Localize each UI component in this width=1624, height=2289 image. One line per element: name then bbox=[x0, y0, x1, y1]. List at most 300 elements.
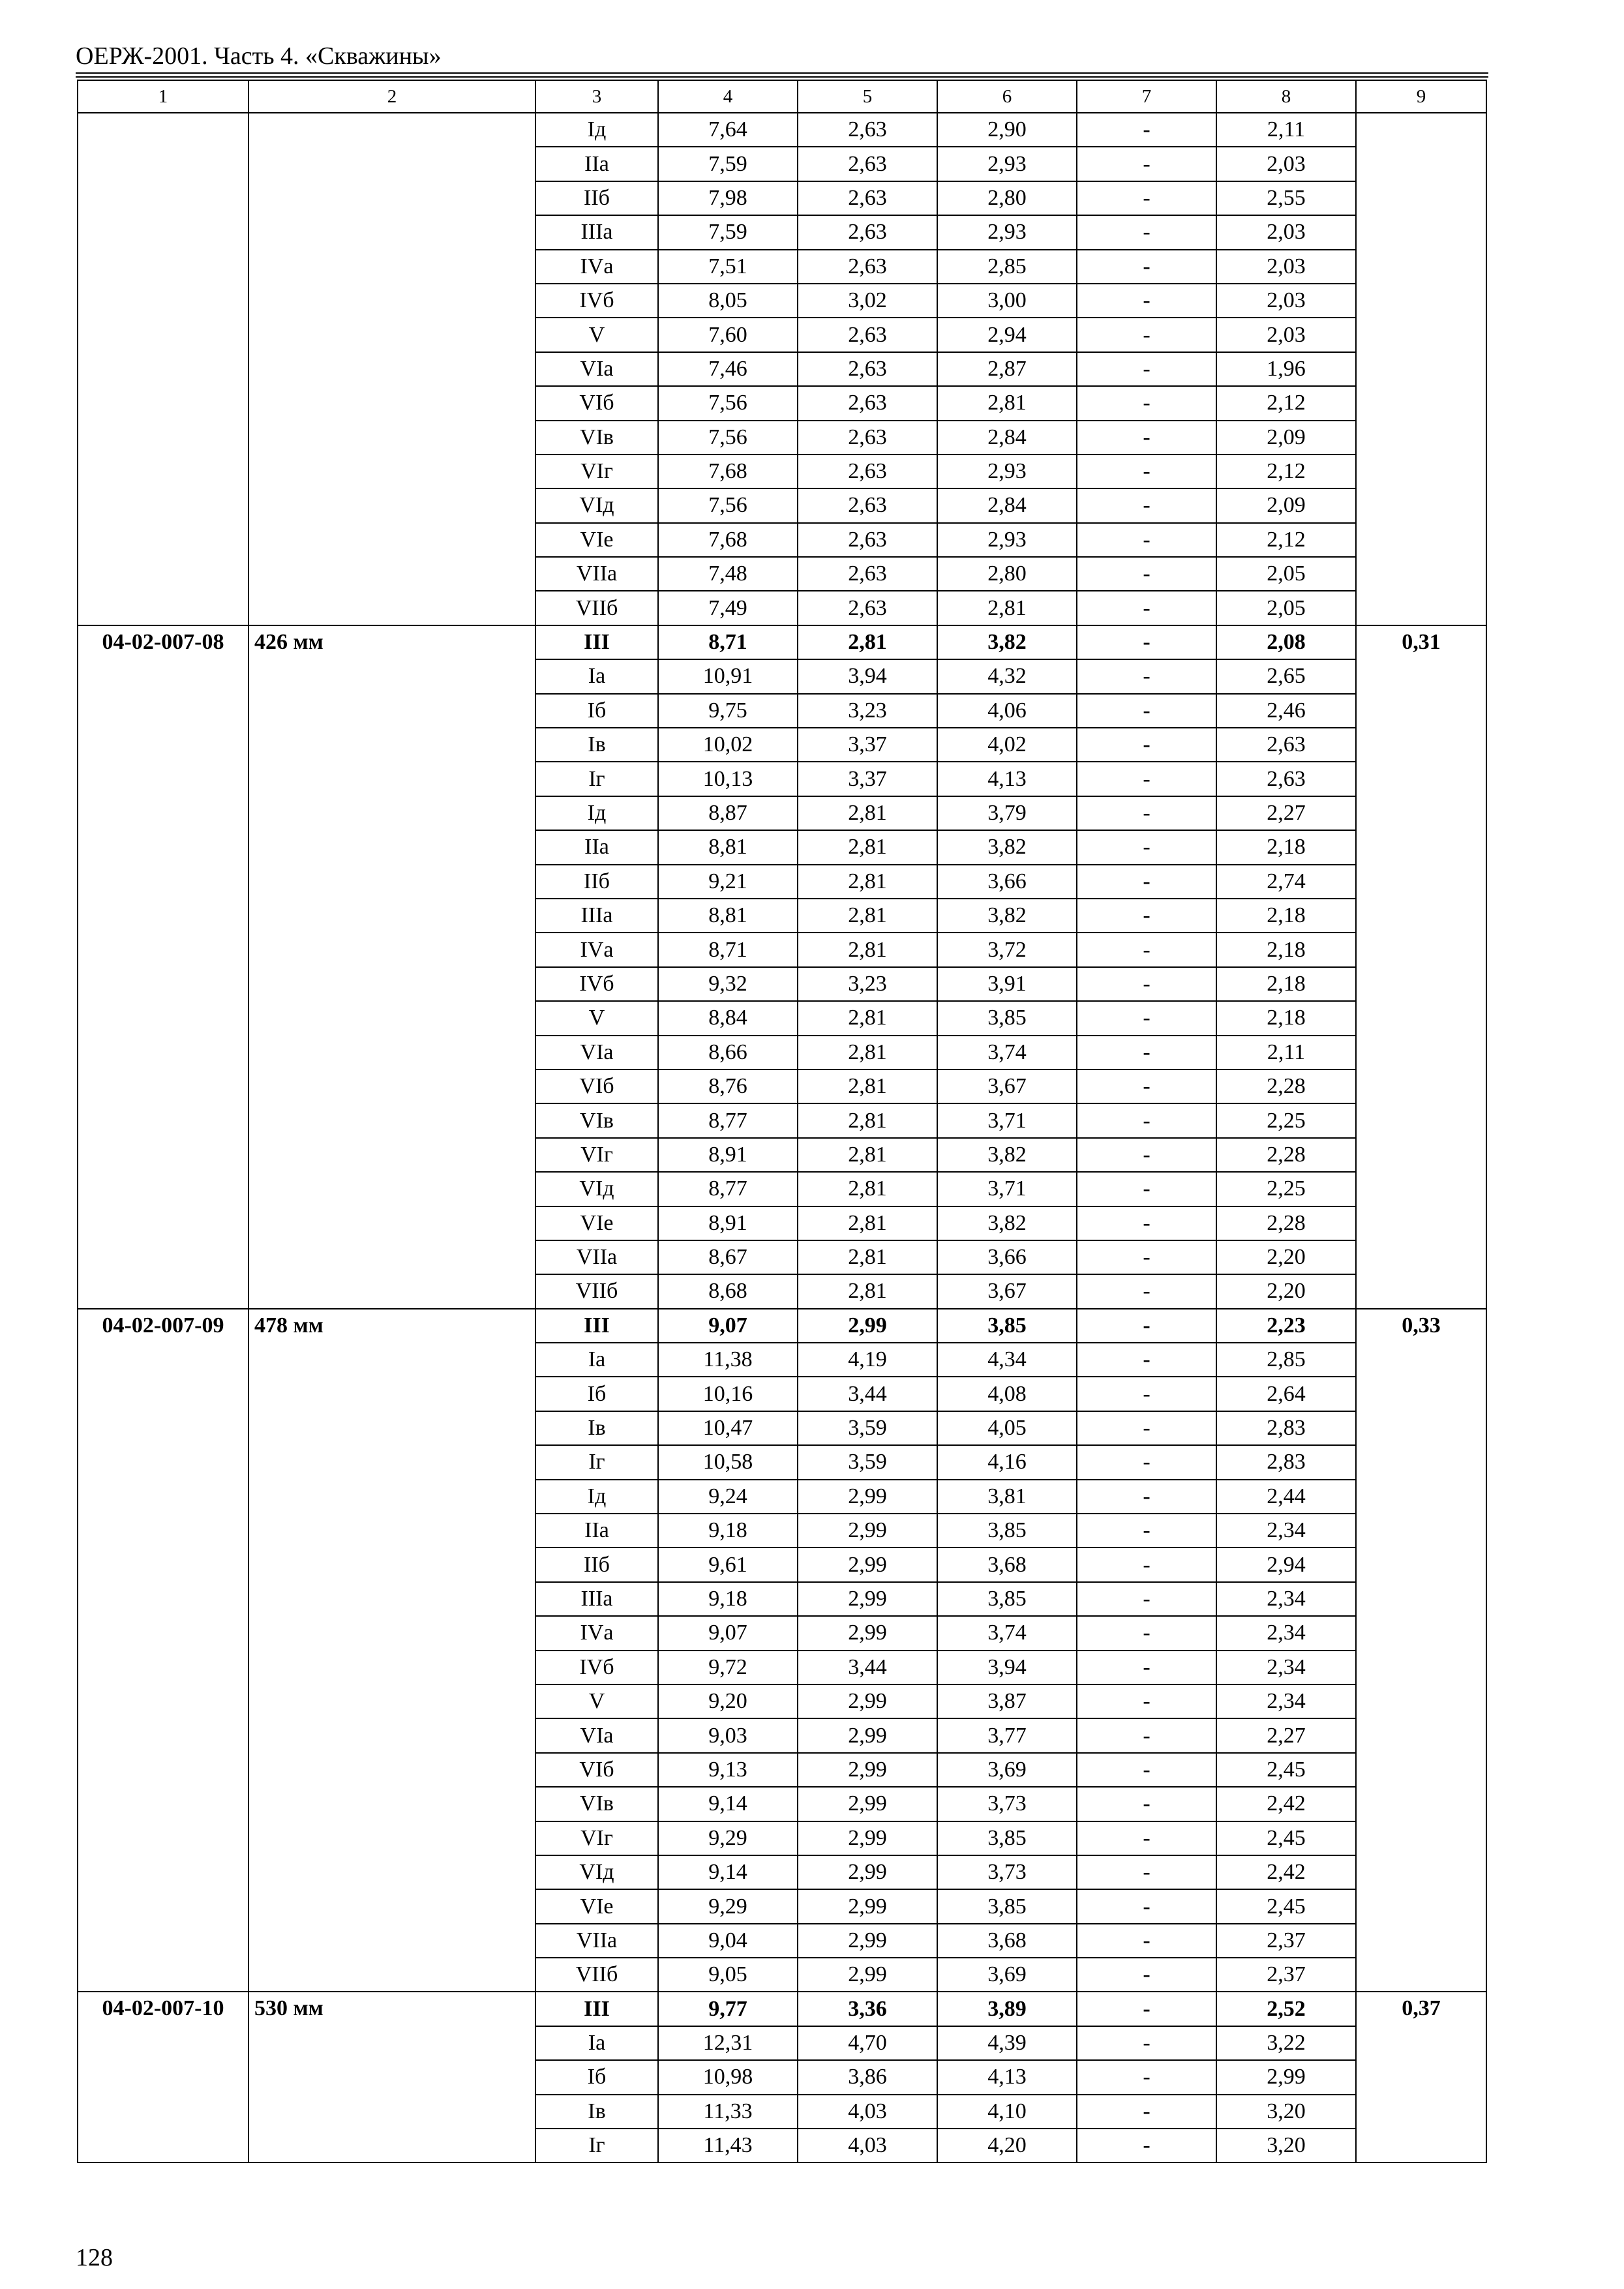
category-cell: VIб bbox=[535, 1070, 658, 1103]
value-col8-cell: 3,20 bbox=[1216, 2129, 1356, 2162]
category-cell: VIе bbox=[535, 1889, 658, 1923]
value-col8-cell: 2,65 bbox=[1216, 659, 1356, 693]
header-rule bbox=[76, 72, 1488, 74]
value-col4-cell: 7,51 bbox=[658, 250, 798, 284]
value-col7-cell: - bbox=[1077, 591, 1216, 625]
value-col6-cell: 2,80 bbox=[937, 557, 1077, 591]
category-cell: IIб bbox=[535, 1548, 658, 1581]
value-col4-cell: 10,58 bbox=[658, 1445, 798, 1479]
value-col8-cell: 2,03 bbox=[1216, 215, 1356, 249]
value-col5-cell: 2,81 bbox=[798, 899, 937, 933]
value-col7-cell: - bbox=[1077, 1103, 1216, 1137]
column-number-row bbox=[78, 80, 1486, 113]
value-col8-cell: 2,03 bbox=[1216, 147, 1356, 181]
value-col7-cell: - bbox=[1077, 352, 1216, 386]
value-col7-cell: - bbox=[1077, 1445, 1216, 1479]
value-col6-cell: 3,85 bbox=[937, 1514, 1077, 1548]
value-col8-cell: 2,34 bbox=[1216, 1616, 1356, 1650]
value-col5-cell: 3,94 bbox=[798, 659, 937, 693]
value-col7-cell: - bbox=[1077, 181, 1216, 215]
value-col8-cell: 2,09 bbox=[1216, 488, 1356, 522]
value-col6-cell: 3,82 bbox=[937, 1138, 1077, 1172]
value-col7-cell: - bbox=[1077, 1070, 1216, 1103]
value-col6-cell: 3,87 bbox=[937, 1684, 1077, 1718]
value-col6-cell: 3,85 bbox=[937, 1889, 1077, 1923]
value-col4-cell: 11,38 bbox=[658, 1343, 798, 1377]
value-col7-cell: - bbox=[1077, 967, 1216, 1001]
value-col4-cell: 10,47 bbox=[658, 1411, 798, 1445]
value-col7-cell: - bbox=[1077, 113, 1216, 147]
category-cell: Iб bbox=[535, 1377, 658, 1411]
category-cell: IIIа bbox=[535, 899, 658, 933]
value-col8-cell: 2,34 bbox=[1216, 1582, 1356, 1616]
value-col5-cell: 2,99 bbox=[798, 1514, 937, 1548]
value-col5-cell: 2,99 bbox=[798, 1582, 937, 1616]
value-col8-cell: 2,09 bbox=[1216, 421, 1356, 455]
value-col5-cell: 2,81 bbox=[798, 933, 937, 966]
value-col8-cell: 2,37 bbox=[1216, 1924, 1356, 1958]
value-col8-cell: 2,25 bbox=[1216, 1103, 1356, 1137]
value-col7-cell: - bbox=[1077, 1411, 1216, 1445]
value-col5-cell: 3,23 bbox=[798, 967, 937, 1001]
value-col5-cell: 2,81 bbox=[798, 1274, 937, 1308]
value-col7-cell: - bbox=[1077, 488, 1216, 522]
value-col5-cell: 2,99 bbox=[798, 1855, 937, 1889]
value-col8-cell: 2,63 bbox=[1216, 762, 1356, 796]
value-col4-cell: 8,77 bbox=[658, 1172, 798, 1206]
value-col5-cell: 3,44 bbox=[798, 1377, 937, 1411]
value-col4-cell: 7,68 bbox=[658, 523, 798, 557]
value-col6-cell: 3,71 bbox=[937, 1172, 1077, 1206]
value-col7-cell: - bbox=[1077, 2095, 1216, 2129]
value-col8-cell: 2,45 bbox=[1216, 1821, 1356, 1855]
value-col7-cell: - bbox=[1077, 933, 1216, 966]
column-number-cell: 2 bbox=[248, 80, 535, 113]
value-col7-cell: - bbox=[1077, 386, 1216, 420]
category-cell: IVб bbox=[535, 1651, 658, 1684]
value-col4-cell: 7,98 bbox=[658, 181, 798, 215]
value-col6-cell: 4,02 bbox=[937, 728, 1077, 762]
table-row-main bbox=[78, 1309, 1486, 1343]
category-cell: III bbox=[535, 1309, 658, 1343]
category-cell: Iа bbox=[535, 2026, 658, 2060]
value-col8-cell: 2,18 bbox=[1216, 967, 1356, 1001]
value-col4-cell: 8,71 bbox=[658, 933, 798, 966]
category-cell: Iг bbox=[535, 1445, 658, 1479]
value-col8-cell: 2,18 bbox=[1216, 1001, 1356, 1035]
table-row bbox=[78, 113, 1486, 147]
category-cell: IVа bbox=[535, 933, 658, 966]
value-col7-cell: - bbox=[1077, 625, 1216, 659]
value-col5-cell: 2,99 bbox=[798, 1889, 937, 1923]
value-col8-cell: 2,23 bbox=[1216, 1309, 1356, 1343]
category-cell: Iа bbox=[535, 659, 658, 693]
value-col4-cell: 8,66 bbox=[658, 1036, 798, 1070]
value-col4-cell: 9,72 bbox=[658, 1651, 798, 1684]
value-col4-cell: 9,18 bbox=[658, 1514, 798, 1548]
value-col7-cell: - bbox=[1077, 1855, 1216, 1889]
value-col8-cell: 2,20 bbox=[1216, 1240, 1356, 1274]
value-col8-cell: 2,03 bbox=[1216, 318, 1356, 352]
value-col7-cell: - bbox=[1077, 455, 1216, 488]
value-col7-cell: - bbox=[1077, 1684, 1216, 1718]
category-cell: Iд bbox=[535, 1480, 658, 1514]
category-cell: VIIа bbox=[535, 1924, 658, 1958]
value-col4-cell: 9,21 bbox=[658, 865, 798, 899]
value-col6-cell: 4,39 bbox=[937, 2026, 1077, 2060]
value-col6-cell: 3,89 bbox=[937, 1992, 1077, 2026]
value-col7-cell: - bbox=[1077, 147, 1216, 181]
value-col5-cell: 3,36 bbox=[798, 1992, 937, 2026]
value-col8-cell: 2,74 bbox=[1216, 865, 1356, 899]
value-col5-cell: 2,81 bbox=[798, 1001, 937, 1035]
category-cell: VIг bbox=[535, 1821, 658, 1855]
value-col7-cell: - bbox=[1077, 284, 1216, 318]
value-col4-cell: 8,91 bbox=[658, 1206, 798, 1240]
category-cell: Iв bbox=[535, 1411, 658, 1445]
value-col7-cell: - bbox=[1077, 1138, 1216, 1172]
value-col6-cell: 4,13 bbox=[937, 762, 1077, 796]
category-cell: IIб bbox=[535, 181, 658, 215]
value-col8-cell: 2,25 bbox=[1216, 1172, 1356, 1206]
category-cell: Iа bbox=[535, 1343, 658, 1377]
category-cell: Iд bbox=[535, 113, 658, 147]
value-col8-cell: 2,27 bbox=[1216, 1718, 1356, 1752]
value-col8-cell: 2,45 bbox=[1216, 1753, 1356, 1787]
value-col7-cell: - bbox=[1077, 1958, 1216, 1992]
category-cell: VIв bbox=[535, 421, 658, 455]
value-col6-cell: 2,94 bbox=[937, 318, 1077, 352]
value-col4-cell: 10,91 bbox=[658, 659, 798, 693]
value-col8-cell: 2,63 bbox=[1216, 728, 1356, 762]
table-body bbox=[78, 80, 1486, 2162]
value-col5-cell: 2,99 bbox=[798, 1548, 937, 1581]
value-col7-cell: - bbox=[1077, 1172, 1216, 1206]
value-col4-cell: 9,20 bbox=[658, 1684, 798, 1718]
value-col6-cell: 3,85 bbox=[937, 1582, 1077, 1616]
coefficient-cell: 0,37 bbox=[1356, 1992, 1486, 2162]
value-col6-cell: 3,00 bbox=[937, 284, 1077, 318]
value-col6-cell: 3,68 bbox=[937, 1548, 1077, 1581]
value-col4-cell: 7,68 bbox=[658, 455, 798, 488]
rate-code-cell bbox=[78, 113, 248, 625]
value-col5-cell: 2,63 bbox=[798, 215, 937, 249]
value-col7-cell: - bbox=[1077, 1514, 1216, 1548]
value-col4-cell: 10,16 bbox=[658, 1377, 798, 1411]
value-col6-cell: 4,13 bbox=[937, 2060, 1077, 2094]
value-col5-cell: 2,63 bbox=[798, 591, 937, 625]
category-cell: VIв bbox=[535, 1787, 658, 1821]
value-col5-cell: 2,99 bbox=[798, 1821, 937, 1855]
category-cell: IVа bbox=[535, 250, 658, 284]
value-col6-cell: 3,85 bbox=[937, 1309, 1077, 1343]
value-col5-cell: 2,63 bbox=[798, 523, 937, 557]
value-col5-cell: 2,63 bbox=[798, 318, 937, 352]
value-col4-cell: 7,49 bbox=[658, 591, 798, 625]
category-cell: VIа bbox=[535, 352, 658, 386]
value-col7-cell: - bbox=[1077, 215, 1216, 249]
value-col7-cell: - bbox=[1077, 762, 1216, 796]
value-col6-cell: 4,20 bbox=[937, 2129, 1077, 2162]
value-col6-cell: 3,82 bbox=[937, 830, 1077, 864]
value-col8-cell: 2,28 bbox=[1216, 1070, 1356, 1103]
value-col6-cell: 3,82 bbox=[937, 899, 1077, 933]
value-col5-cell: 3,59 bbox=[798, 1445, 937, 1479]
value-col5-cell: 3,59 bbox=[798, 1411, 937, 1445]
value-col6-cell: 3,66 bbox=[937, 1240, 1077, 1274]
category-cell: VIд bbox=[535, 488, 658, 522]
value-col7-cell: - bbox=[1077, 1821, 1216, 1855]
coefficient-cell: 0,31 bbox=[1356, 625, 1486, 1309]
value-col4-cell: 7,48 bbox=[658, 557, 798, 591]
value-col5-cell: 2,99 bbox=[798, 1480, 937, 1514]
value-col8-cell: 2,42 bbox=[1216, 1855, 1356, 1889]
value-col6-cell: 2,93 bbox=[937, 215, 1077, 249]
category-cell: VIе bbox=[535, 1206, 658, 1240]
category-cell: IIIа bbox=[535, 1582, 658, 1616]
value-col4-cell: 9,03 bbox=[658, 1718, 798, 1752]
value-col8-cell: 2,03 bbox=[1216, 284, 1356, 318]
value-col6-cell: 3,85 bbox=[937, 1001, 1077, 1035]
value-col4-cell: 9,07 bbox=[658, 1616, 798, 1650]
value-col4-cell: 7,59 bbox=[658, 215, 798, 249]
value-col5-cell: 3,37 bbox=[798, 762, 937, 796]
category-cell: Iв bbox=[535, 728, 658, 762]
value-col5-cell: 2,63 bbox=[798, 113, 937, 147]
category-cell: VIIа bbox=[535, 1240, 658, 1274]
value-col7-cell: - bbox=[1077, 1616, 1216, 1650]
value-col4-cell: 9,61 bbox=[658, 1548, 798, 1581]
category-cell: Iб bbox=[535, 2060, 658, 2094]
value-col4-cell: 11,43 bbox=[658, 2129, 798, 2162]
value-col8-cell: 2,64 bbox=[1216, 1377, 1356, 1411]
rate-code-cell: 04-02-007-10 bbox=[78, 1992, 248, 2162]
category-cell: III bbox=[535, 625, 658, 659]
value-col6-cell: 3,67 bbox=[937, 1274, 1077, 1308]
value-col5-cell: 2,63 bbox=[798, 181, 937, 215]
value-col8-cell: 2,83 bbox=[1216, 1411, 1356, 1445]
value-col8-cell: 2,28 bbox=[1216, 1206, 1356, 1240]
value-col6-cell: 2,81 bbox=[937, 386, 1077, 420]
value-col5-cell: 2,99 bbox=[798, 1753, 937, 1787]
value-col4-cell: 9,77 bbox=[658, 1992, 798, 2026]
category-cell: IIа bbox=[535, 1514, 658, 1548]
value-col6-cell: 2,81 bbox=[937, 591, 1077, 625]
value-col4-cell: 9,75 bbox=[658, 694, 798, 728]
value-col6-cell: 2,80 bbox=[937, 181, 1077, 215]
value-col5-cell: 2,99 bbox=[798, 1718, 937, 1752]
value-col4-cell: 8,81 bbox=[658, 830, 798, 864]
value-col4-cell: 7,64 bbox=[658, 113, 798, 147]
value-col6-cell: 4,32 bbox=[937, 659, 1077, 693]
value-col4-cell: 7,46 bbox=[658, 352, 798, 386]
value-col4-cell: 7,59 bbox=[658, 147, 798, 181]
value-col6-cell: 3,69 bbox=[937, 1958, 1077, 1992]
value-col8-cell: 2,12 bbox=[1216, 386, 1356, 420]
value-col6-cell: 3,85 bbox=[937, 1821, 1077, 1855]
category-cell: V bbox=[535, 318, 658, 352]
value-col8-cell: 2,03 bbox=[1216, 250, 1356, 284]
value-col6-cell: 2,93 bbox=[937, 147, 1077, 181]
value-col6-cell: 3,79 bbox=[937, 796, 1077, 830]
value-col6-cell: 2,90 bbox=[937, 113, 1077, 147]
value-col4-cell: 8,67 bbox=[658, 1240, 798, 1274]
diameter-cell: 426 мм bbox=[248, 625, 535, 1309]
value-col4-cell: 8,84 bbox=[658, 1001, 798, 1035]
value-col8-cell: 2,42 bbox=[1216, 1787, 1356, 1821]
value-col4-cell: 9,18 bbox=[658, 1582, 798, 1616]
value-col5-cell: 2,81 bbox=[798, 625, 937, 659]
value-col6-cell: 3,74 bbox=[937, 1036, 1077, 1070]
value-col7-cell: - bbox=[1077, 865, 1216, 899]
value-col4-cell: 10,98 bbox=[658, 2060, 798, 2094]
value-col8-cell: 2,18 bbox=[1216, 933, 1356, 966]
value-col7-cell: - bbox=[1077, 523, 1216, 557]
value-col8-cell: 2,44 bbox=[1216, 1480, 1356, 1514]
value-col4-cell: 9,29 bbox=[658, 1821, 798, 1855]
value-col6-cell: 3,74 bbox=[937, 1616, 1077, 1650]
category-cell: VIа bbox=[535, 1718, 658, 1752]
value-col7-cell: - bbox=[1077, 1309, 1216, 1343]
value-col8-cell: 2,11 bbox=[1216, 113, 1356, 147]
value-col8-cell: 2,34 bbox=[1216, 1651, 1356, 1684]
value-col7-cell: - bbox=[1077, 1924, 1216, 1958]
value-col6-cell: 2,84 bbox=[937, 488, 1077, 522]
value-col8-cell: 2,85 bbox=[1216, 1343, 1356, 1377]
value-col8-cell: 2,46 bbox=[1216, 694, 1356, 728]
running-header: ОЕРЖ-2001. Часть 4. «Скважины» bbox=[76, 42, 442, 70]
rates-table bbox=[77, 80, 1487, 2163]
value-col7-cell: - bbox=[1077, 1377, 1216, 1411]
value-col4-cell: 8,87 bbox=[658, 796, 798, 830]
value-col5-cell: 2,63 bbox=[798, 557, 937, 591]
value-col6-cell: 4,06 bbox=[937, 694, 1077, 728]
diameter-cell bbox=[248, 113, 535, 625]
value-col8-cell: 2,05 bbox=[1216, 557, 1356, 591]
table-row-main bbox=[78, 1992, 1486, 2026]
category-cell: VIв bbox=[535, 1103, 658, 1137]
rate-code-cell: 04-02-007-09 bbox=[78, 1309, 248, 1992]
value-col5-cell: 2,81 bbox=[798, 830, 937, 864]
value-col4-cell: 11,33 bbox=[658, 2095, 798, 2129]
value-col8-cell: 3,20 bbox=[1216, 2095, 1356, 2129]
value-col5-cell: 4,19 bbox=[798, 1343, 937, 1377]
category-cell: VIд bbox=[535, 1855, 658, 1889]
value-col8-cell: 1,96 bbox=[1216, 352, 1356, 386]
value-col8-cell: 2,55 bbox=[1216, 181, 1356, 215]
category-cell: IIб bbox=[535, 865, 658, 899]
value-col4-cell: 9,04 bbox=[658, 1924, 798, 1958]
value-col8-cell: 2,37 bbox=[1216, 1958, 1356, 1992]
value-col6-cell: 3,77 bbox=[937, 1718, 1077, 1752]
value-col5-cell: 2,99 bbox=[798, 1684, 937, 1718]
value-col5-cell: 2,81 bbox=[798, 1138, 937, 1172]
value-col7-cell: - bbox=[1077, 1582, 1216, 1616]
value-col7-cell: - bbox=[1077, 421, 1216, 455]
value-col5-cell: 2,99 bbox=[798, 1787, 937, 1821]
header-rule-double bbox=[76, 76, 1488, 78]
value-col7-cell: - bbox=[1077, 899, 1216, 933]
value-col8-cell: 3,22 bbox=[1216, 2026, 1356, 2060]
value-col5-cell: 2,63 bbox=[798, 455, 937, 488]
value-col6-cell: 3,82 bbox=[937, 1206, 1077, 1240]
column-number-cell: 1 bbox=[78, 80, 248, 113]
category-cell: IIа bbox=[535, 147, 658, 181]
category-cell: Iг bbox=[535, 2129, 658, 2162]
value-col8-cell: 2,12 bbox=[1216, 523, 1356, 557]
diameter-cell: 478 мм bbox=[248, 1309, 535, 1992]
value-col6-cell: 3,94 bbox=[937, 1651, 1077, 1684]
value-col5-cell: 2,81 bbox=[798, 1036, 937, 1070]
value-col7-cell: - bbox=[1077, 694, 1216, 728]
value-col8-cell: 2,27 bbox=[1216, 796, 1356, 830]
category-cell: VIа bbox=[535, 1036, 658, 1070]
value-col7-cell: - bbox=[1077, 1036, 1216, 1070]
value-col5-cell: 2,99 bbox=[798, 1616, 937, 1650]
value-col7-cell: - bbox=[1077, 830, 1216, 864]
value-col4-cell: 9,13 bbox=[658, 1753, 798, 1787]
value-col5-cell: 2,81 bbox=[798, 1103, 937, 1137]
value-col7-cell: - bbox=[1077, 1548, 1216, 1581]
value-col6-cell: 2,84 bbox=[937, 421, 1077, 455]
category-cell: III bbox=[535, 1992, 658, 2026]
value-col5-cell: 2,81 bbox=[798, 1240, 937, 1274]
value-col4-cell: 9,14 bbox=[658, 1787, 798, 1821]
value-col6-cell: 2,93 bbox=[937, 523, 1077, 557]
value-col8-cell: 2,18 bbox=[1216, 899, 1356, 933]
value-col4-cell: 8,68 bbox=[658, 1274, 798, 1308]
category-cell: IIа bbox=[535, 830, 658, 864]
value-col7-cell: - bbox=[1077, 1651, 1216, 1684]
value-col5-cell: 3,02 bbox=[798, 284, 937, 318]
category-cell: IVа bbox=[535, 1616, 658, 1650]
value-col6-cell: 3,82 bbox=[937, 625, 1077, 659]
value-col6-cell: 4,05 bbox=[937, 1411, 1077, 1445]
value-col7-cell: - bbox=[1077, 318, 1216, 352]
column-number-cell: 5 bbox=[798, 80, 937, 113]
category-cell: VIг bbox=[535, 455, 658, 488]
value-col7-cell: - bbox=[1077, 1718, 1216, 1752]
value-col6-cell: 3,66 bbox=[937, 865, 1077, 899]
value-col5-cell: 2,99 bbox=[798, 1958, 937, 1992]
value-col6-cell: 2,85 bbox=[937, 250, 1077, 284]
value-col5-cell: 3,23 bbox=[798, 694, 937, 728]
value-col8-cell: 2,20 bbox=[1216, 1274, 1356, 1308]
value-col7-cell: - bbox=[1077, 1240, 1216, 1274]
diameter-cell: 530 мм bbox=[248, 1992, 535, 2162]
value-col8-cell: 2,45 bbox=[1216, 1889, 1356, 1923]
value-col7-cell: - bbox=[1077, 1343, 1216, 1377]
value-col6-cell: 3,73 bbox=[937, 1787, 1077, 1821]
category-cell: VIе bbox=[535, 523, 658, 557]
value-col4-cell: 10,02 bbox=[658, 728, 798, 762]
value-col7-cell: - bbox=[1077, 557, 1216, 591]
value-col5-cell: 4,70 bbox=[798, 2026, 937, 2060]
value-col8-cell: 2,34 bbox=[1216, 1514, 1356, 1548]
value-col7-cell: - bbox=[1077, 1206, 1216, 1240]
category-cell: IIIа bbox=[535, 215, 658, 249]
value-col6-cell: 3,71 bbox=[937, 1103, 1077, 1137]
value-col4-cell: 8,76 bbox=[658, 1070, 798, 1103]
value-col7-cell: - bbox=[1077, 1992, 1216, 2026]
value-col7-cell: - bbox=[1077, 2060, 1216, 2094]
table-row-main bbox=[78, 625, 1486, 659]
value-col7-cell: - bbox=[1077, 1274, 1216, 1308]
value-col7-cell: - bbox=[1077, 1787, 1216, 1821]
value-col7-cell: - bbox=[1077, 728, 1216, 762]
value-col4-cell: 9,29 bbox=[658, 1889, 798, 1923]
column-number-cell: 4 bbox=[658, 80, 798, 113]
